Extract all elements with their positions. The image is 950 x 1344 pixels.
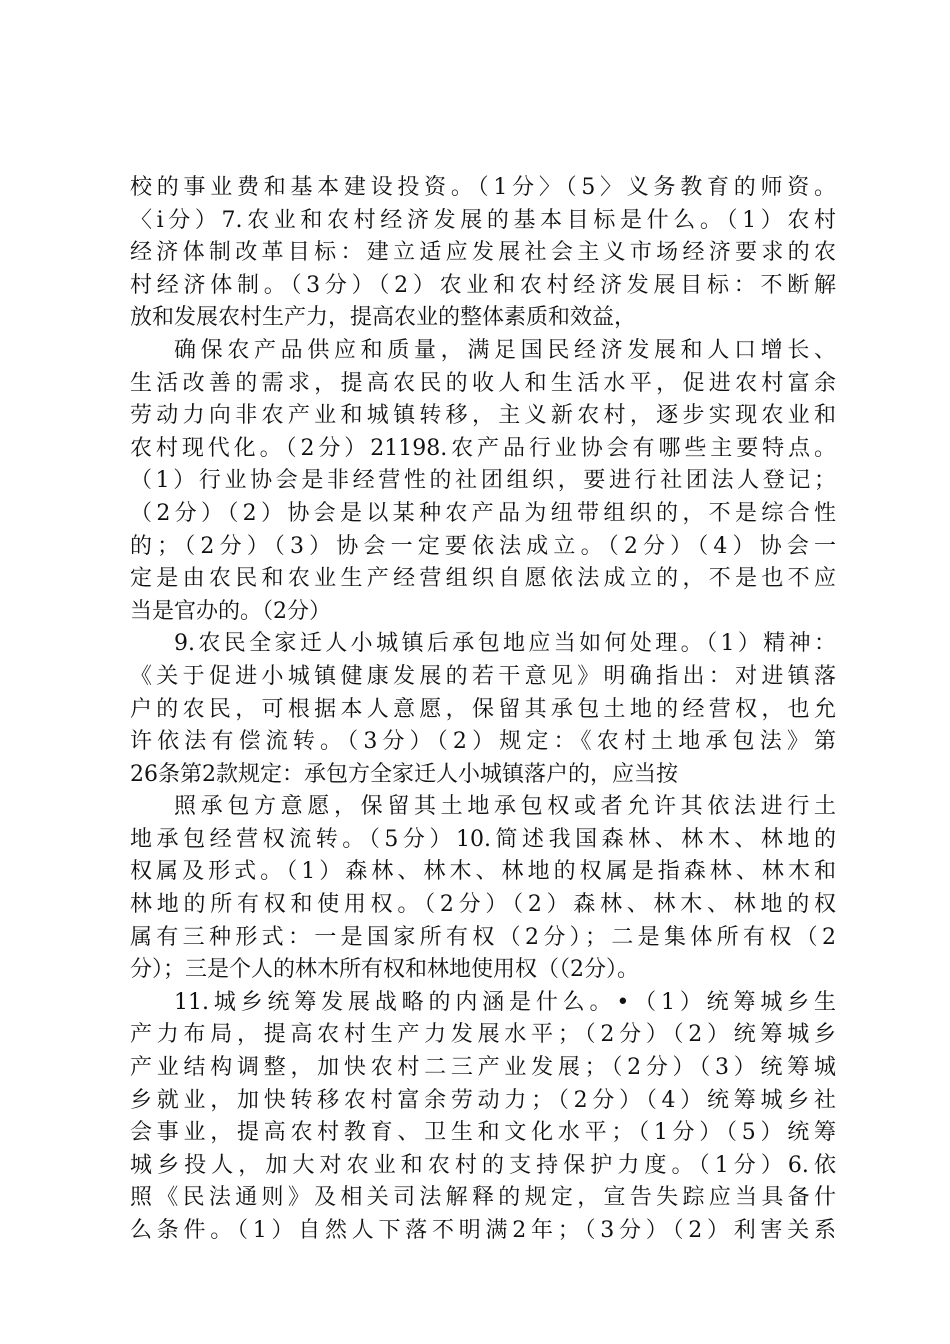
text-line: 当是官办的。（2分） [130, 598, 331, 624]
text-line: 地承包经营权流转。（5分）10.简述我国森林、林木、林地的 [130, 826, 836, 852]
text-line: 属有三种形式：一是国家所有权（2分）；二是集体所有权（2 [130, 924, 836, 950]
text-line: 么条件。（1）自然人下落不明满2年；（3分）（2）利害关系 [130, 1218, 836, 1243]
text-line: 确保农产品供应和质量，满足国民经济发展和人口增长、 [174, 337, 836, 363]
text-line: 分）；三是个人的林木所有权和林地使用权（（2分）。 [130, 957, 639, 983]
text-line: 照《民法通则》及相关司法解释的规定，宣告失踪应当具备什 [130, 1185, 836, 1211]
text-line: 农村现代化。（2分）21198.农产品行业协会有哪些主要特点。 [130, 435, 836, 461]
text-line: 会事业，提高农村教育、卫生和文化水平；（1分）（5）统筹 [130, 1120, 836, 1146]
text-line: 产力布局，提高农村生产力发展水平；（2分）（2）统筹城乡 [130, 1022, 836, 1048]
text-line: 定是由农民和农业生产经营组织自愿依法成立的，不是也不应 [130, 566, 836, 592]
text-line: （2分）（2）协会是以某种农产品为纽带组织的，不是综合性 [130, 500, 836, 526]
text-line: 〈i分）7.农业和农村经济发展的基本目标是什么。（1）农村 [130, 207, 836, 233]
text-line: 校的事业费和基本建设投资。（1分〉（5〉义务教育的师资。 [130, 175, 836, 200]
text-line: 产业结构调整，加快农村二三产业发展；（2分）（3）统筹城 [130, 1055, 836, 1081]
text-line: 权属及形式。（1）森林、林木、林地的权属是指森林、林木和 [130, 859, 836, 885]
text-line: 生活改善的需求，提高农民的收人和生活水平，促进农村富余 [130, 370, 836, 396]
text-line: 城乡投人，加大对农业和农村的支持保护力度。（1分）6.依 [130, 1152, 836, 1178]
text-line: 劳动力向非农产业和城镇转移，主义新农村，逐步实现农业和 [130, 403, 836, 429]
text-line: 放和发展农村生产力，提高农业的整体素质和效益， [130, 305, 637, 331]
text-line: 户的农民，可根据本人意愿，保留其承包土地的经营权，也允 [130, 696, 836, 722]
text-line: 9.农民全家迁人小城镇后承包地应当如何处理。（1）精神： [174, 631, 836, 657]
text-line: 村经济体制。（3分）（2）农业和农村经济发展目标：不断解 [130, 272, 836, 298]
text-line: 《关于促进小城镇健康发展的若干意见》明确指出：对进镇落 [130, 663, 836, 689]
text-line: 11.城乡统筹发展战略的内涵是什么。•（1）统筹城乡生 [174, 989, 836, 1015]
text-line: 许依法有偿流转。（3分）（2）规定：《农村土地承包法》第 [130, 729, 836, 755]
text-line: 乡就业，加快转移农村富余劳动力；（2分）（4）统筹城乡社 [130, 1087, 836, 1113]
text-line: 照承包方意愿，保留其土地承包权或者允许其依法进行土 [174, 794, 836, 820]
text-line: （1）行业协会是非经营性的社团组织，要进行社团法人登记； [130, 468, 836, 494]
text-line: 林地的所有权和使用权。（2分）（2）森林、林木、林地的权 [130, 892, 836, 918]
text-line: 的；（2分）（3）协会一定要依法成立。（2分）（4）协会一 [130, 533, 836, 559]
body-text [130, 172, 836, 1248]
text-line: 经济体制改革目标：建立适应发展社会主义市场经济要求的农 [130, 240, 836, 266]
text-line: 26条第2款规定：承包方全家迁人小城镇落户的，应当按 [130, 761, 678, 787]
